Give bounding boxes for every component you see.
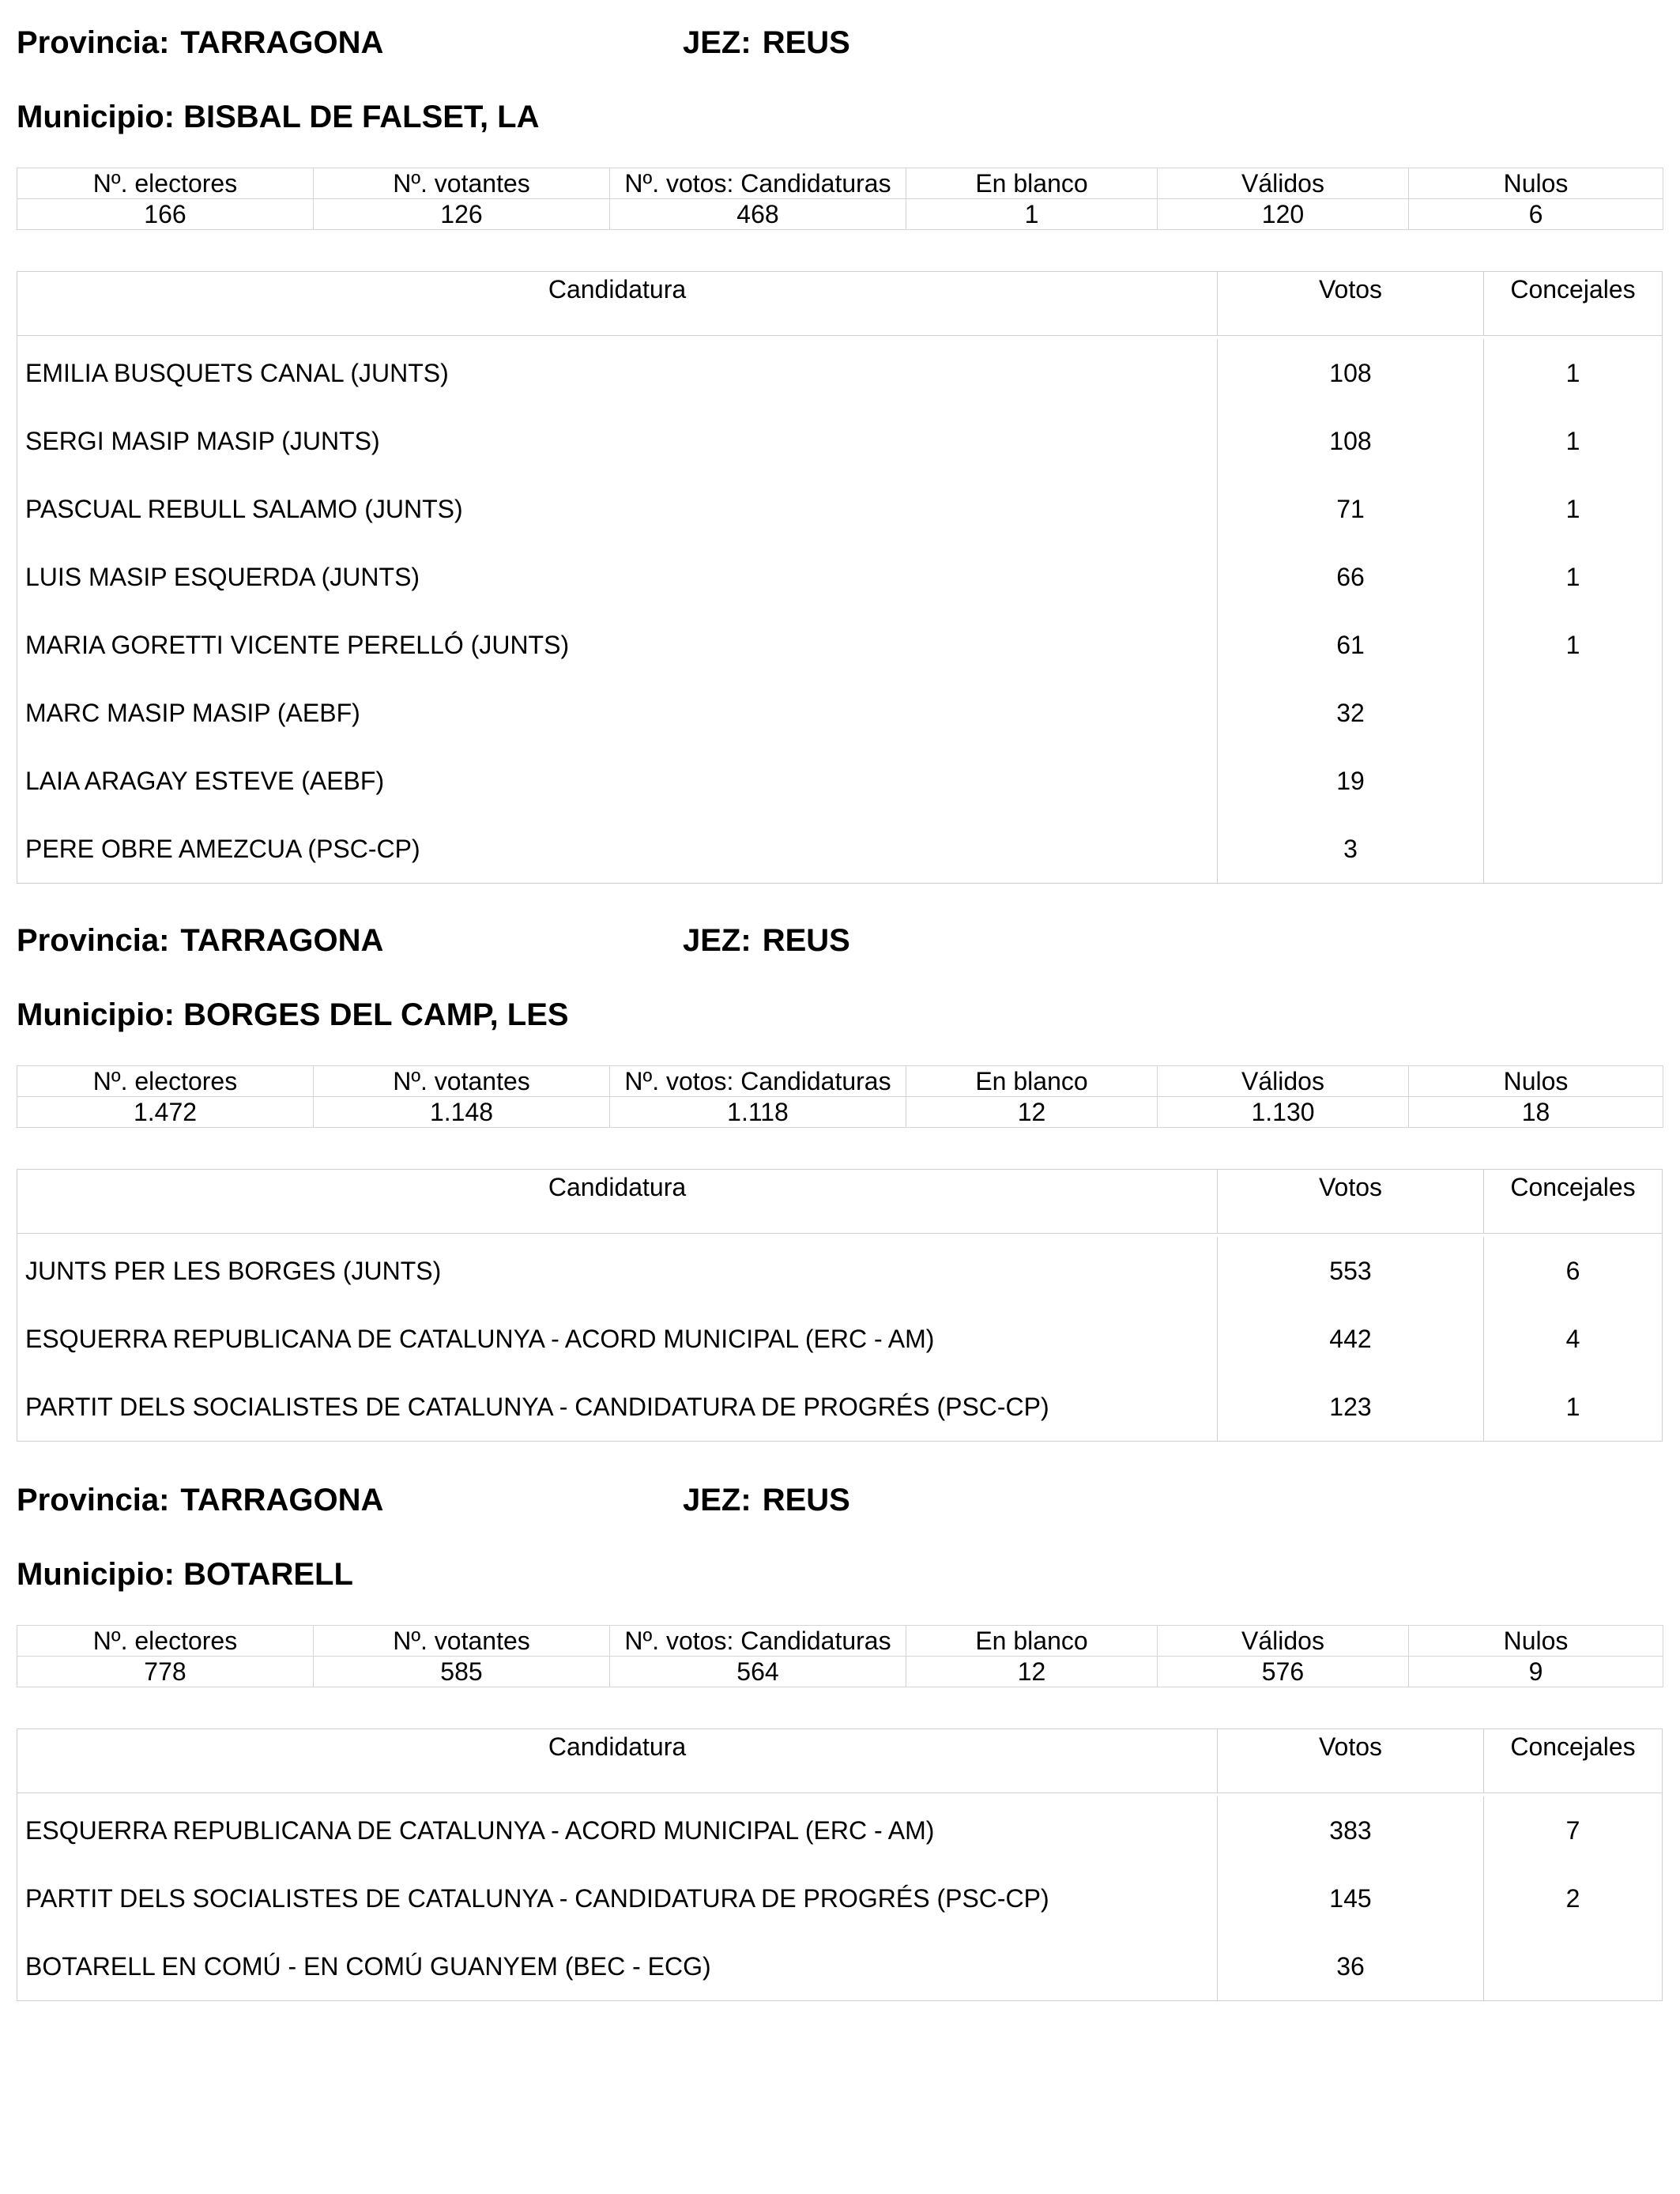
summary-header-row	[17, 1626, 1663, 1657]
votantes-value: 126	[314, 199, 610, 230]
candidate-votos: 61	[1218, 611, 1484, 679]
candidate-name: JUNTS PER LES BORGES (JUNTS)	[17, 1237, 1218, 1305]
candidate-votos: 383	[1218, 1796, 1484, 1864]
provincia-value: TARRAGONA	[180, 25, 384, 60]
validos-value: 120	[1158, 199, 1409, 230]
candidate-concejales	[1484, 1932, 1662, 2000]
votos-candidaturas-value: 1.118	[610, 1097, 906, 1128]
electores-header: Nº. electores	[17, 1626, 314, 1657]
candidate-name: EMILIA BUSQUETS CANAL (JUNTS)	[17, 339, 1218, 407]
table-row	[17, 679, 1662, 747]
provincia-header	[17, 1481, 383, 1519]
votos-header: Votos	[1218, 272, 1484, 335]
candidate-votos: 66	[1218, 543, 1484, 611]
candidate-concejales: 1	[1565, 494, 1580, 523]
jez-header	[683, 24, 850, 62]
candidate-name: BOTARELL EN COMÚ - EN COMÚ GUANYEM (BEC - ECG)	[17, 1932, 1218, 2000]
summary-value-row	[17, 1097, 1663, 1128]
provincia-label: Provincia:	[17, 923, 170, 958]
table-row	[17, 475, 1662, 543]
table-row	[17, 1932, 1662, 2000]
votantes-value: 585	[314, 1657, 610, 1687]
summary-table	[17, 168, 1663, 230]
electores-value: 1.472	[17, 1097, 314, 1128]
table-row	[17, 543, 1662, 611]
candidate-name: PERE OBRE AMEZCUA (PSC-CP)	[17, 815, 1218, 883]
provincia-value: TARRAGONA	[180, 923, 384, 958]
validos-value: 576	[1158, 1657, 1409, 1687]
candidate-concejales: 6	[1565, 1256, 1580, 1285]
jez-label: JEZ:	[683, 25, 751, 60]
votos-header: Votos	[1218, 1170, 1484, 1233]
jez-value: REUS	[762, 923, 850, 958]
jez-header	[683, 1481, 850, 1519]
jez-label: JEZ:	[683, 1483, 751, 1517]
candidate-concejales	[1484, 747, 1662, 815]
candidate-concejales	[1484, 815, 1662, 883]
validos-header: Válidos	[1158, 1626, 1409, 1657]
table-row	[17, 1373, 1662, 1441]
candidate-votos: 19	[1218, 747, 1484, 815]
concejales-header: Concejales	[1510, 1173, 1636, 1201]
blanco-value: 12	[906, 1097, 1158, 1128]
candidatura-header-row	[17, 1729, 1662, 1793]
blanco-value: 12	[906, 1657, 1158, 1687]
votos-candidaturas-header: Nº. votos: Candidaturas	[610, 1626, 906, 1657]
table-row	[17, 1305, 1662, 1373]
table-row	[17, 611, 1662, 679]
validos-header: Válidos	[1158, 1066, 1409, 1097]
table-row	[17, 339, 1662, 407]
provincia-value: TARRAGONA	[180, 1483, 384, 1517]
candidatura-table	[17, 271, 1663, 884]
municipio-label: Municipio:	[17, 997, 175, 1032]
table-row	[17, 407, 1662, 475]
jez-header	[683, 922, 850, 959]
municipio-label: Municipio:	[17, 100, 175, 134]
candidatura-header-row	[17, 272, 1662, 336]
candidate-concejales: 1	[1565, 630, 1580, 659]
candidate-name: ESQUERRA REPUBLICANA DE CATALUNYA - ACORD MUNICIPAL (ERC - AM)	[17, 1305, 1218, 1373]
electores-header: Nº. electores	[17, 168, 314, 199]
candidate-concejales	[1484, 679, 1662, 747]
candidate-votos: 3	[1218, 815, 1484, 883]
nulos-header: Nulos	[1409, 1066, 1663, 1097]
summary-table	[17, 1625, 1663, 1687]
table-row	[17, 815, 1662, 883]
provincia-header	[17, 922, 383, 959]
candidate-votos: 108	[1218, 339, 1484, 407]
candidate-votos: 32	[1218, 679, 1484, 747]
candidatura-table	[17, 1728, 1663, 2001]
candidate-votos: 108	[1218, 407, 1484, 475]
candidatura-header-row	[17, 1170, 1662, 1234]
candidate-name: PARTIT DELS SOCIALISTES DE CATALUNYA - CANDIDATURA DE PROGRÉS (PSC-CP)	[17, 1373, 1218, 1441]
candidate-concejales: 4	[1565, 1324, 1580, 1353]
validos-header: Válidos	[1158, 168, 1409, 199]
municipio-value: BORGES DEL CAMP, LES	[183, 997, 569, 1032]
candidate-name: PASCUAL REBULL SALAMO (JUNTS)	[17, 475, 1218, 543]
blanco-header: En blanco	[906, 168, 1158, 199]
votos-header: Votos	[1218, 1729, 1484, 1793]
candidate-concejales: 7	[1565, 1815, 1580, 1845]
table-row	[17, 1237, 1662, 1305]
candidatura-header: Candidatura	[17, 1170, 1218, 1233]
votantes-header: Nº. votantes	[314, 168, 610, 199]
electores-value: 778	[17, 1657, 314, 1687]
candidate-name: ESQUERRA REPUBLICANA DE CATALUNYA - ACORD MUNICIPAL (ERC - AM)	[17, 1796, 1218, 1864]
nulos-value: 9	[1409, 1657, 1663, 1687]
summary-value-row	[17, 199, 1663, 230]
votos-candidaturas-value: 564	[610, 1657, 906, 1687]
candidate-name: PARTIT DELS SOCIALISTES DE CATALUNYA - CANDIDATURA DE PROGRÉS (PSC-CP)	[17, 1864, 1218, 1932]
candidate-name: MARIA GORETTI VICENTE PERELLÓ (JUNTS)	[17, 611, 1218, 679]
candidate-votos: 71	[1218, 475, 1484, 543]
table-row	[17, 1796, 1662, 1864]
jez-label: JEZ:	[683, 923, 751, 958]
validos-value: 1.130	[1158, 1097, 1409, 1128]
blanco-header: En blanco	[906, 1626, 1158, 1657]
municipio-header	[17, 1555, 353, 1593]
candidate-votos: 36	[1218, 1932, 1484, 2000]
nulos-header: Nulos	[1409, 1626, 1663, 1657]
candidatura-table	[17, 1169, 1663, 1442]
summary-header-row	[17, 1066, 1663, 1097]
summary-table	[17, 1065, 1663, 1128]
blanco-value: 1	[906, 199, 1158, 230]
votos-candidaturas-header: Nº. votos: Candidaturas	[610, 1066, 906, 1097]
candidate-concejales: 1	[1565, 358, 1580, 387]
candidate-concejales: 1	[1565, 1392, 1580, 1421]
municipio-header	[17, 996, 569, 1034]
table-row	[17, 747, 1662, 815]
candidate-votos: 553	[1218, 1237, 1484, 1305]
municipio-label: Municipio:	[17, 1557, 175, 1592]
electores-header: Nº. electores	[17, 1066, 314, 1097]
candidatura-header: Candidatura	[17, 272, 1218, 335]
nulos-value: 18	[1409, 1097, 1663, 1128]
provincia-header	[17, 24, 383, 62]
candidate-concejales: 1	[1565, 426, 1580, 455]
concejales-header: Concejales	[1510, 1732, 1636, 1761]
votos-candidaturas-header: Nº. votos: Candidaturas	[610, 168, 906, 199]
nulos-value: 6	[1409, 199, 1663, 230]
municipio-value: BOTARELL	[183, 1557, 353, 1592]
votantes-header: Nº. votantes	[314, 1626, 610, 1657]
candidatura-header: Candidatura	[17, 1729, 1218, 1793]
candidate-votos: 123	[1218, 1373, 1484, 1441]
provincia-label: Provincia:	[17, 1483, 170, 1517]
candidate-concejales: 2	[1565, 1883, 1580, 1913]
candidate-name: SERGI MASIP MASIP (JUNTS)	[17, 407, 1218, 475]
concejales-header: Concejales	[1510, 275, 1636, 303]
jez-value: REUS	[762, 25, 850, 60]
candidate-concejales: 1	[1565, 562, 1580, 591]
electores-value: 166	[17, 199, 314, 230]
municipio-value: BISBAL DE FALSET, LA	[183, 100, 540, 134]
summary-value-row	[17, 1657, 1663, 1687]
candidate-votos: 442	[1218, 1305, 1484, 1373]
nulos-header: Nulos	[1409, 168, 1663, 199]
candidate-name: MARC MASIP MASIP (AEBF)	[17, 679, 1218, 747]
provincia-label: Provincia:	[17, 25, 170, 60]
municipio-header	[17, 98, 540, 136]
votantes-header: Nº. votantes	[314, 1066, 610, 1097]
candidate-votos: 145	[1218, 1864, 1484, 1932]
jez-value: REUS	[762, 1483, 850, 1517]
blanco-header: En blanco	[906, 1066, 1158, 1097]
summary-header-row	[17, 168, 1663, 199]
votos-candidaturas-value: 468	[610, 199, 906, 230]
candidate-name: LUIS MASIP ESQUERDA (JUNTS)	[17, 543, 1218, 611]
candidate-name: LAIA ARAGAY ESTEVE (AEBF)	[17, 747, 1218, 815]
votantes-value: 1.148	[314, 1097, 610, 1128]
table-row	[17, 1864, 1662, 1932]
